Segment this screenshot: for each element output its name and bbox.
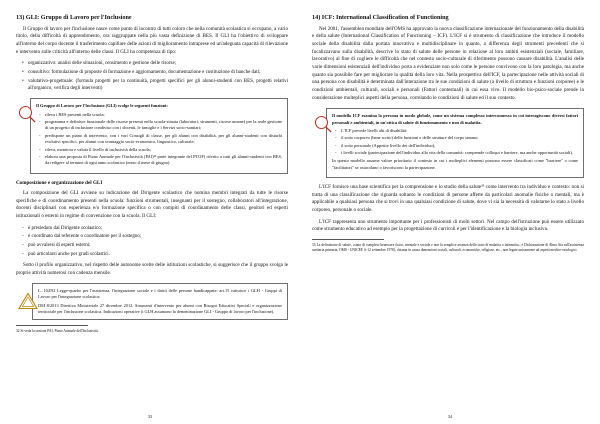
- icf-paragraph-3: L'ICF rappresenta uno strumento importante per i professionisti di molti settori. Nel campo dell'istruzione può essere utilizzato come strumento educativo ad esempio per la progettazione di curricoli e per l'identificazione e la biologia inclusiva.: [312, 218, 584, 233]
- footnote-divider: [312, 239, 384, 240]
- list-item: - il sotto corporeo (bene scrito) delle funzioni e delle strutture del corpo umano;: [341, 135, 578, 141]
- list-item: - L'ICF prevede livelli alti di disabilità:: [341, 128, 578, 134]
- law-reference-box: [32, 283, 288, 320]
- list-item: • organizzativo: analisi delle situazioni, censimento e gestione delle risorse;: [28, 60, 288, 67]
- list-item: - è coordinato dal referente o coordinatore per il sostegno;: [28, 233, 288, 240]
- competenze-list: [16, 60, 288, 92]
- left-intro-paragraph: Il Gruppo di lavoro per l'inclusione nasce come punto di incontro di tutti coloro che nella comunità scolastica si occupano, a vario titolo, della difficoltà di apprendimento, ora raggruppate nella più vasta definizione di BES. Il GLI ha l'obiettivo di sviluppare all'interno del corpo docente il trasferimento capillare delle azioni di miglioramento intraprese ed un'adeguata capacità di rilevazione e intervento sulle criticità all'interno delle classi. Il GLI ha competenza di tipo:: [16, 25, 288, 55]
- list-item: - programma e definisce funzionale delle risorse presenti nella scuola-situata (laboratori, strumenti, risorse umane) per la reale gestione di un progetto di inclusione condiviso con i docenti, le famiglie e i Servizi socio-sanitari;: [45, 119, 282, 132]
- callout-title: Il modello ICF esamina la persona in modo globale, come un sistema complesso interconnesso in cui interagiscono diversi fattori personali e ambientali, in un'ottica di salute di funzionamento e non di malattia.: [332, 113, 578, 125]
- gli-functions-callout: [30, 98, 288, 173]
- magnifier-icon: [18, 105, 36, 123]
- callout-title: Il Gruppo di Lavoro per l'Inclusione (GLI) svolge le seguenti funzioni:: [36, 103, 168, 109]
- law-paragraph: L. 104/92 Legge-quadro per l'assistenza, l'integrazione sociale e i diritti delle persone handicappate: art.15 istituisce i GLH - Gruppi di Lavoro per l'integrazione scolastica;: [38, 288, 282, 300]
- list-item: - è presieduto dal Dirigente scolastico;: [28, 225, 288, 232]
- gli-composition-list: [16, 225, 288, 259]
- right-page-number: 34: [447, 414, 453, 419]
- callout-list: [36, 112, 282, 167]
- list-item: • consultivo: formulazione di proposte di formazione e aggiornamento, documentazione e costituzione di banche dati;: [28, 69, 288, 76]
- list-item: - rileva, monitora e valuta il livello di inclusività della scuola;: [45, 147, 282, 153]
- warning-triangle-icon: [18, 292, 38, 310]
- callout-closing: In questo modello assume valore prioritario il contesto in cui i molteplici elementi possono essere classificati come "barriere" o come "facilitatori" se ostacolano o favoriscono la partecipazione.: [332, 158, 578, 170]
- icf-paragraph-2: L'ICF fornisce una base scientifica per la comprensione e lo studio della salute³³ come intervento tra individuo e contesto: non si tratta di una classificazione che riguarda soltanto le condizioni di persone affette da particolari anomalie fisiche o mentali, ma è applicabile a qualsiasi persona che si trovi in una qualsiasi condizione di salute, dove vi sia la necessità di valutarne lo stato a livello corporeo, personale o sociale.: [312, 184, 584, 214]
- list-item: - rileva i BES presenti nella scuola;: [45, 112, 282, 118]
- icf-intro-paragraph: Nel 2001, l'assemblea mondiale dell'OMS ha approvato la nuova classificazione internazionale del funzionamento della disabilità e della salute (International Classification of Functioning – ICF). L'ICF si è strumento di classificazione che introduce il modello sociale della disabilità dalla portata innovativa e multidisciplinare in quanto, a differenza degli strumenti precedenti che si focalizzavano sulla disabilità, descrive lo stato di salute delle persone in relazione al loro ambiti esistenziali (sociale, familiare, lavorativo) al fine di cogliere le difficoltà che nel contesto socio-culturale di riferimento possono causare disabilità. L'analisi delle varie dimensioni esistenziali dell'individuo porta a evidenziare non solo come le persone convivono con la loro patologia, ma anche quanto sia possibile fare per migliorare la qualità della loro vita. Nella prospettiva dell'ICF, la partecipazione nelle attività sociali di una persona con disabilità è determinata dall'interazione tra le sue condizioni di salute (a livello di struttura e funzioni corporee) e le condizioni ambientali, culturali, sociali e personali (Fattori contestuali) in cui essa vive. Il modello bio-psico-sociale prende in considerazione molteplici aspetti della persona, correlando le condizioni di salute ed il suo contesto.: [312, 25, 584, 101]
- list-item: - elabora una proposta di Piano Annuale per l'Inclusività (PAI)³² parte integrante del PTOF) riferito a tutti gli alunni-studenti con BES, da redigere al termine di ogni anno scolastico (entro il mese di giugno).: [45, 154, 282, 167]
- left-section-title: 13) GLI: Gruppo di Lavoro per l'Inclusione: [16, 14, 132, 21]
- right-section-title: 14) ICF: International Classification of Functioning: [312, 14, 449, 21]
- right-page-column: [300, 0, 600, 424]
- left-page-number: 33: [147, 414, 153, 419]
- footnote: 32 Si veda la sezione PAI, Piano Annuale dell'Inclusività.: [16, 329, 99, 334]
- magnifier-icon: [314, 115, 332, 133]
- list-item: - il sotto personale (Appetite livello dei dell'individuo);: [341, 143, 578, 149]
- footnote-divider: [16, 325, 88, 326]
- list-item: - predispone un piano di intervento, con i vari Consigli di classe, per gli alunni con disabilità, per gli alunni-studenti con disturbi evolutivi specifici, per alunni con svantaggio socio-economico, linguistico, culturale;: [45, 133, 282, 146]
- subsection-paragraph: La composizione del GLI avviene su indicazione del Dirigente scolastico che nomina membri integrati da tutte le risorse specifiche e di coordinamento presenti nella scuola: funzioni strumentali, insegnanti per il sostegno, collaboratori all'integrazione, docenti disciplinari con esperienza e/o formazione specifica o con compiti di coordinamento delle classi, genitori ed esperti istituzionali o esterni in regime di convenzione con la scuola. Il GLI:: [16, 190, 288, 219]
- list-item: - i livelli sociale (partecipazione dell'individuo alla vita della comunità: comprende colloqui e barriere, ma anche opportunità sociali).: [341, 150, 578, 156]
- list-item: - può articolarsi anche per gradi scolastici.: [28, 251, 288, 258]
- callout-list: [332, 128, 578, 157]
- closing-paragraph: Sotto il profilo organizzativo, nel rispetto delle autonome scelte delle istituzioni scolastiche, si suggerisce che il gruppo svolga le proprie attività numerosi con cadenza mensile.: [16, 262, 288, 276]
- subsection-title: Composizione e organizzazione del GLI: [16, 179, 103, 186]
- law-paragraph: DM 8/2013 Direttiva Ministeriale 27 dicembre 2012. Strumenti d'intervento per alunni con Bisogni Educativi Speciali e organizzazione territoriale per l'inclusione scolastica. Indicazioni operative (i GLH assumono la denominazione GLI - Gruppo di lavoro per l'inclusione).: [38, 303, 282, 315]
- list-item: • valutativo-progettuale: (formula progetti per la continuità, progetti specifici per gli alunni-studenti con BES, progetti relativi all'organico, verifica degli interventi): [28, 78, 288, 93]
- list-item: - può avvalersi di esperti esterni;: [28, 242, 288, 249]
- footnote: 33 La definizione di salute, «stato di completo benessere fisico, mentale e sociale e non la semplice assenza dello stato di malattia o infermità», è Dichiarazione di Alma Ata sull'assistenza sanitaria primaria, OMS - UNICEF, 6-12 settembre 1978), chiama in causa dimensioni sociali, culturali, economiche, religiose, etc., non legate unicamente ad aspetti medico-eziologici.: [312, 243, 584, 253]
- icf-model-callout: [326, 108, 584, 178]
